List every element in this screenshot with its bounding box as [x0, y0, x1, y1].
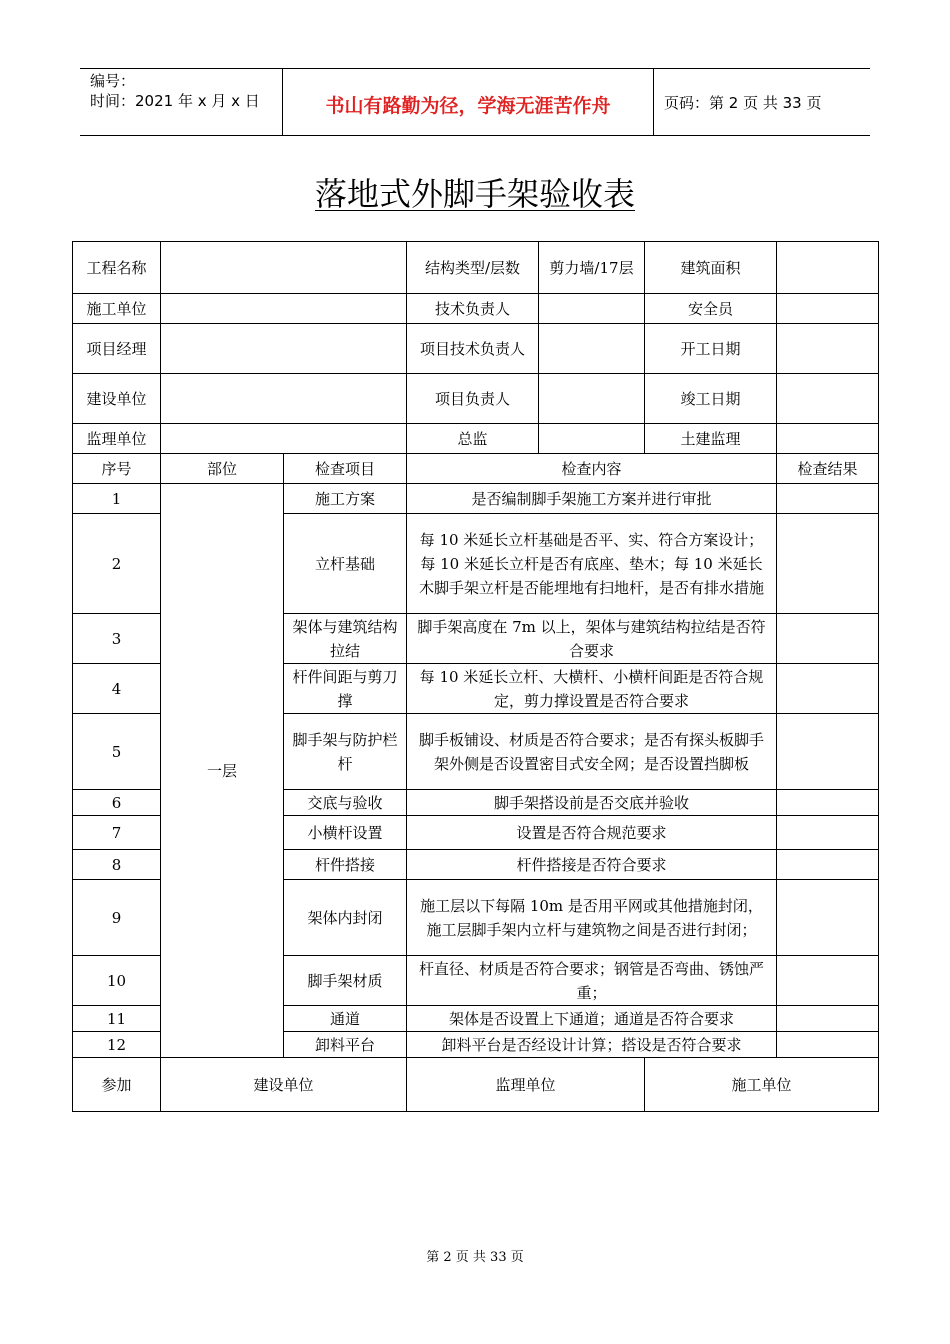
col-part-header: 部位: [161, 454, 284, 484]
row-result: [777, 614, 879, 664]
supervision-unit-label: 监理单位: [73, 424, 161, 454]
signoff-supervision-unit: 监理单位: [407, 1058, 645, 1112]
row-content: 杆件搭接是否符合要求: [407, 850, 777, 880]
row-item: 脚手架材质: [284, 956, 407, 1006]
info-row-owner: [73, 374, 879, 424]
safety-officer-value: [777, 294, 879, 324]
row-result: [777, 816, 879, 850]
row-no: 3: [73, 614, 161, 664]
row-result: [777, 880, 879, 956]
row-no: 6: [73, 790, 161, 816]
row-content: 杆直径、材质是否符合要求；钢管是否弯曲、锈蚀严重；: [407, 956, 777, 1006]
structure-value: 剪力墙/17层: [539, 242, 645, 294]
project-name-value: [161, 242, 407, 294]
row-result: [777, 714, 879, 790]
time-label: 时间：2021 年 x 月 x 日: [90, 92, 260, 110]
row-no: 2: [73, 514, 161, 614]
row-item: 交底与验收: [284, 790, 407, 816]
page-title-text: 落地式外脚手架验收表: [314, 175, 635, 213]
row-content: 每 10 米延长立杆基础是否平、实、符合方案设计；每 10 米延长立杆是否有底座、垫木；每 10 米延长木脚手架立杆是否能埋地有扫地杆，是否有排水措施: [407, 514, 777, 614]
row-result: [777, 850, 879, 880]
col-item-header: 检查项目: [284, 454, 407, 484]
row-result: [777, 664, 879, 714]
chief-supervisor-label: 总监: [407, 424, 539, 454]
project-lead-value: [539, 374, 645, 424]
row-no: 5: [73, 714, 161, 790]
info-row-supervision: [73, 424, 879, 454]
row-content: 脚手架高度在 7m 以上，架体与建筑结构拉结是否符合要求: [407, 614, 777, 664]
row-result: [777, 1032, 879, 1058]
row-no: 1: [73, 484, 161, 514]
header-meta: [80, 69, 282, 135]
acceptance-table: [72, 241, 879, 1112]
completion-date-value: [777, 374, 879, 424]
col-result-header: 检查结果: [777, 454, 879, 484]
row-item: 杆件间距与剪刀撑: [284, 664, 407, 714]
row-content: 施工层以下每隔 10m 是否用平网或其他措施封闭，施工层脚手架内立杆与建筑物之间是否进行封闭；: [407, 880, 777, 956]
row-result: [777, 514, 879, 614]
info-row-manager: [73, 324, 879, 374]
col-no-header: 序号: [73, 454, 161, 484]
construction-unit-label: 施工单位: [73, 294, 161, 324]
col-content-header: 检查内容: [407, 454, 777, 484]
column-header-row: [73, 454, 879, 484]
row-content: 卸料平台是否经设计计算；搭设是否符合要求: [407, 1032, 777, 1058]
owner-unit-label: 建设单位: [73, 374, 161, 424]
project-manager-value: [161, 324, 407, 374]
row-result: [777, 484, 879, 514]
row-no: 12: [73, 1032, 161, 1058]
project-name-label: 工程名称: [73, 242, 161, 294]
row-content: 每 10 米延长立杆、大横杆、小横杆间距是否符合规定，剪力撑设置是否符合要求: [407, 664, 777, 714]
participate-label: 参加: [73, 1058, 161, 1112]
row-item: 架体内封闭: [284, 880, 407, 956]
completion-date-label: 竣工日期: [645, 374, 777, 424]
row-result: [777, 790, 879, 816]
row-no: 11: [73, 1006, 161, 1032]
project-lead-label: 项目负责人: [407, 374, 539, 424]
start-date-label: 开工日期: [645, 324, 777, 374]
supervision-unit-value: [161, 424, 407, 454]
part-cell: 一层: [161, 484, 284, 1058]
row-item: 杆件搭接: [284, 850, 407, 880]
project-tech-lead-label: 项目技术负责人: [407, 324, 539, 374]
tech-lead-value: [539, 294, 645, 324]
row-content: 脚手架搭设前是否交底并验收: [407, 790, 777, 816]
signoff-construction-unit: 施工单位: [645, 1058, 879, 1112]
row-item: 施工方案: [284, 484, 407, 514]
row-no: 10: [73, 956, 161, 1006]
row-item: 小横杆设置: [284, 816, 407, 850]
row-item: 通道: [284, 1006, 407, 1032]
code-label: 编号：: [90, 72, 136, 90]
signoff-row: [73, 1058, 879, 1112]
row-no: 4: [73, 664, 161, 714]
row-content: 是否编制脚手架施工方案并进行审批: [407, 484, 777, 514]
row-item: 架体与建筑结构拉结: [284, 614, 407, 664]
row-item: 脚手架与防护栏杆: [284, 714, 407, 790]
signoff-owner-unit: 建设单位: [161, 1058, 407, 1112]
row-content: 架体是否设置上下通道；通道是否符合要求: [407, 1006, 777, 1032]
construction-unit-value: [161, 294, 407, 324]
safety-officer-label: 安全员: [645, 294, 777, 324]
structure-label: 结构类型/层数: [407, 242, 539, 294]
chief-supervisor-value: [539, 424, 645, 454]
civil-supervisor-label: 土建监理: [645, 424, 777, 454]
row-result: [777, 956, 879, 1006]
header-motto: 书山有路勤为径，学海无涯苦作舟: [282, 69, 654, 135]
civil-supervisor-value: [777, 424, 879, 454]
page-header: [80, 68, 870, 136]
page-title: [0, 172, 950, 216]
header-page-info: 页码：第 2 页 共 33 页: [664, 93, 822, 112]
info-row-construction: [73, 294, 879, 324]
project-manager-label: 项目经理: [73, 324, 161, 374]
row-item: 立杆基础: [284, 514, 407, 614]
row-result: [777, 1006, 879, 1032]
page-footer: 第 2 页 共 33 页: [426, 1250, 524, 1265]
row-no: 9: [73, 880, 161, 956]
row-item: 卸料平台: [284, 1032, 407, 1058]
row-no: 8: [73, 850, 161, 880]
project-tech-lead-value: [539, 324, 645, 374]
row-content: 设置是否符合规范要求: [407, 816, 777, 850]
row-no: 7: [73, 816, 161, 850]
table-row: [73, 484, 879, 514]
info-row-project: [73, 242, 879, 294]
area-label: 建筑面积: [645, 242, 777, 294]
owner-unit-value: [161, 374, 407, 424]
tech-lead-label: 技术负责人: [407, 294, 539, 324]
start-date-value: [777, 324, 879, 374]
row-content: 脚手板铺设、材质是否符合要求；是否有探头板脚手架外侧是否设置密目式安全网；是否设置挡脚板: [407, 714, 777, 790]
area-value: [777, 242, 879, 294]
